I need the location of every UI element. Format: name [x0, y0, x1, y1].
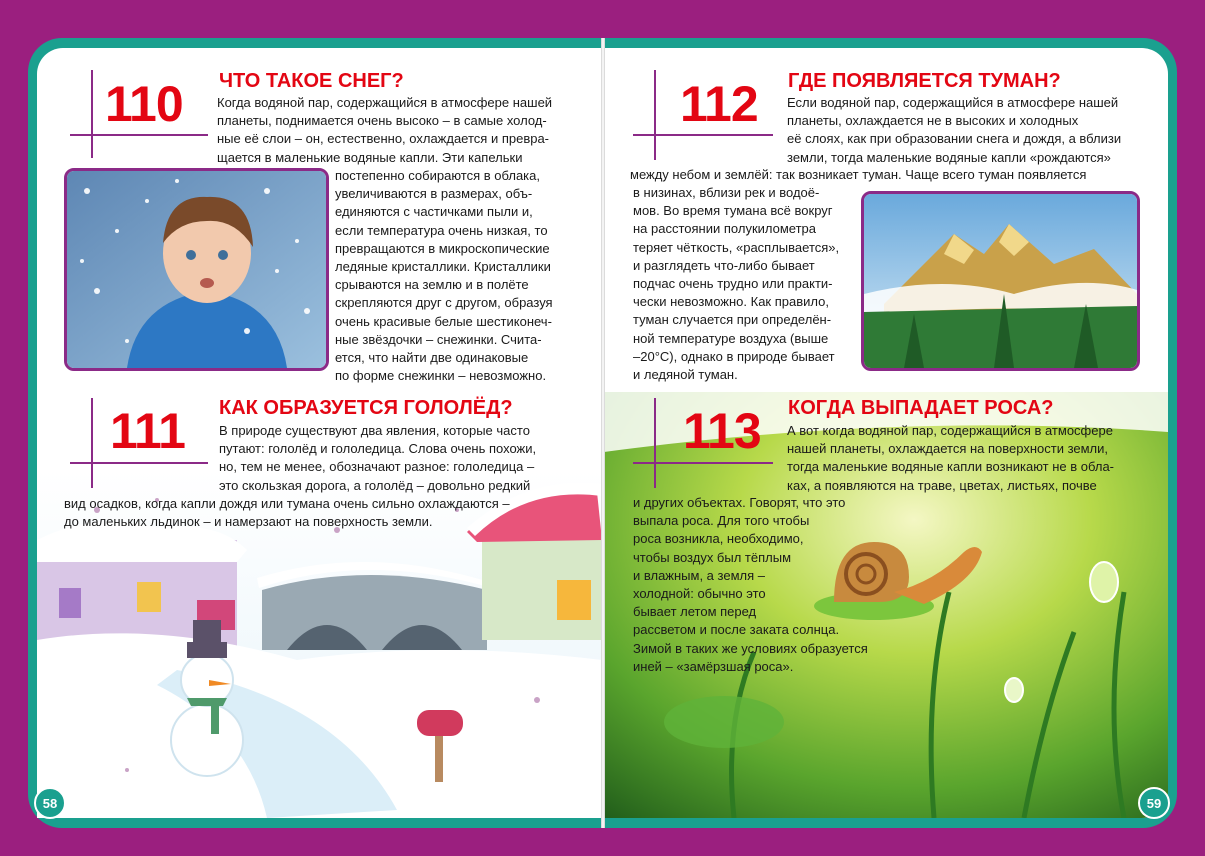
text-line: это скользкая дорога, а гололёд – довольно редкий	[219, 477, 531, 493]
text-line: единяются с частичками пыли и,	[335, 204, 533, 220]
text-line: планеты, охлаждается не в высоких и холодных	[787, 113, 1079, 129]
text-line: Зимой в таких же условиях образуется	[633, 640, 868, 656]
text-line: её слоях, как при образовании снега и дождя, а вблизи	[787, 131, 1122, 147]
section-title-110: ЧТО ТАКОЕ СНЕГ?	[219, 70, 404, 92]
text-line: путают: гололёд и гололедица. Слова очень похожи,	[219, 441, 537, 457]
text-line: теряет чёткость, «расплывается»,	[633, 239, 840, 255]
text-line: ной температуре воздуха (выше	[633, 330, 829, 346]
text-line: и разглядеть что-либо бывает	[633, 257, 815, 273]
text-line: на расстоянии полукилометра	[633, 221, 817, 237]
text-line: если температура очень низкая, то	[335, 222, 548, 238]
text-line: рассветом и после заката солнца.	[633, 622, 840, 638]
text-line: выпала роса. Для того чтобы	[633, 513, 810, 529]
section-text-112-wide	[630, 166, 1086, 184]
text-line: ется, что найти две одинаковые	[335, 350, 529, 366]
text-line: роса возникла, необходимо,	[633, 531, 804, 547]
text-line: В природе существуют два явления, которые часто	[219, 423, 530, 438]
text-line: вид осадков, когда капли дождя или тумана очень сильно охлаждаются –	[64, 496, 510, 511]
section-text-110	[217, 94, 552, 167]
text-line: ледяные кристаллики. Кристаллики	[335, 259, 551, 275]
text-line: ные её слои – он, естественно, охлаждается и превра-	[217, 131, 550, 147]
text-line: бывает летом перед	[633, 604, 757, 620]
section-title-112: ГДЕ ПОЯВЛЯЕТСЯ ТУМАН?	[788, 70, 1061, 92]
section-text-111	[219, 422, 536, 495]
text-line: увеличиваются в размерах, объ-	[335, 186, 533, 202]
text-line: ках, а появляются на траве, цветах, листьях, почве	[787, 477, 1097, 493]
divider-horizontal-110	[70, 134, 208, 136]
section-text-112	[787, 94, 1121, 167]
text-line: А вот когда водяной пар, содержащийся в атмосфере	[787, 423, 1113, 438]
text-line: между небом и землёй: так возникает туман. Чаще всего туман появляется	[630, 167, 1087, 182]
text-line: чески невозможно. Как правило,	[633, 294, 829, 310]
section-number-112: 112	[680, 76, 758, 132]
section-title-111: КАК ОБРАЗУЕТСЯ ГОЛОЛЁД?	[219, 397, 513, 419]
text-line: и влажным, а земля –	[633, 567, 765, 583]
text-line: нашей планеты, охлаждается на поверхности земли,	[787, 441, 1109, 457]
divider-horizontal-113	[633, 462, 773, 464]
text-line: холодной: обычно это	[633, 586, 766, 602]
text-line: Если водяной пар, содержащийся в атмосфере нашей	[787, 95, 1119, 110]
text-line: превращаются в микроскопические	[335, 240, 550, 256]
page-number-right: 59	[1138, 787, 1170, 819]
mountain-fog-graphic	[864, 194, 1137, 368]
text-line: срываются на землю и в полёте	[335, 277, 529, 293]
section-number-113: 113	[683, 403, 761, 459]
text-line: по форме снежинки – невозможно.	[335, 368, 547, 384]
text-line: до маленьких льдинок – и намерзают на поверхность земли.	[64, 514, 433, 530]
section-text-112-wrap	[633, 184, 839, 384]
divider-vertical-110	[91, 70, 93, 158]
text-line: –20°C), однако в природе бывает	[633, 348, 835, 364]
text-line: Когда водяной пар, содержащийся в атмосфере нашей	[217, 95, 553, 110]
text-line: скрепляются друг с другом, образуя	[335, 295, 553, 311]
book-gutter	[601, 38, 605, 828]
text-line: ные звёздочки – снежинки. Счита-	[335, 331, 542, 347]
section-text-113	[787, 422, 1114, 495]
page-number-left: 58	[34, 787, 66, 819]
text-line: чтобы воздух был тёплым	[633, 549, 792, 565]
section-number-111: 111	[110, 403, 185, 459]
section-text-111-wide	[64, 495, 510, 531]
text-line: постепенно собираются в облака,	[335, 168, 540, 183]
text-line: земли, тогда маленькие водяные капли «рождаются»	[787, 149, 1111, 165]
section-text-113-wrap	[633, 494, 868, 676]
text-line: мов. Во время тумана всё вокруг	[633, 203, 833, 219]
text-line: тогда маленькие водяные капли возникают не в обла-	[787, 459, 1114, 475]
text-line: иней – «замёрзшая роса».	[633, 658, 794, 674]
text-line: и других объектах. Говорят, что это	[633, 495, 846, 510]
snow-child-photo	[64, 168, 329, 371]
snow-child-graphic	[67, 171, 326, 368]
divider-vertical-113	[654, 398, 656, 488]
text-line: щается в маленькие водяные капли. Эти капельки	[217, 149, 523, 165]
text-line: туман случается при определён-	[633, 312, 832, 328]
section-title-113: КОГДА ВЫПАДАЕТ РОСА?	[788, 397, 1054, 419]
section-number-110: 110	[105, 76, 183, 132]
text-line: очень красивые белые шестиконеч-	[335, 313, 552, 329]
text-line: в низинах, вблизи рек и водоё-	[633, 185, 820, 200]
text-line: но, тем не менее, обозначают разное: гололедица –	[219, 459, 535, 475]
divider-horizontal-112	[633, 134, 773, 136]
mountain-fog-photo	[861, 191, 1140, 371]
text-line: подчас очень трудно или практи-	[633, 276, 833, 292]
section-text-110-wrap	[335, 167, 553, 385]
divider-horizontal-111	[70, 462, 208, 464]
text-line: и ледяной туман.	[633, 367, 738, 383]
text-line: планеты, поднимается очень высоко – в самые холод-	[217, 113, 547, 129]
divider-vertical-112	[654, 70, 656, 160]
divider-vertical-111	[91, 398, 93, 488]
